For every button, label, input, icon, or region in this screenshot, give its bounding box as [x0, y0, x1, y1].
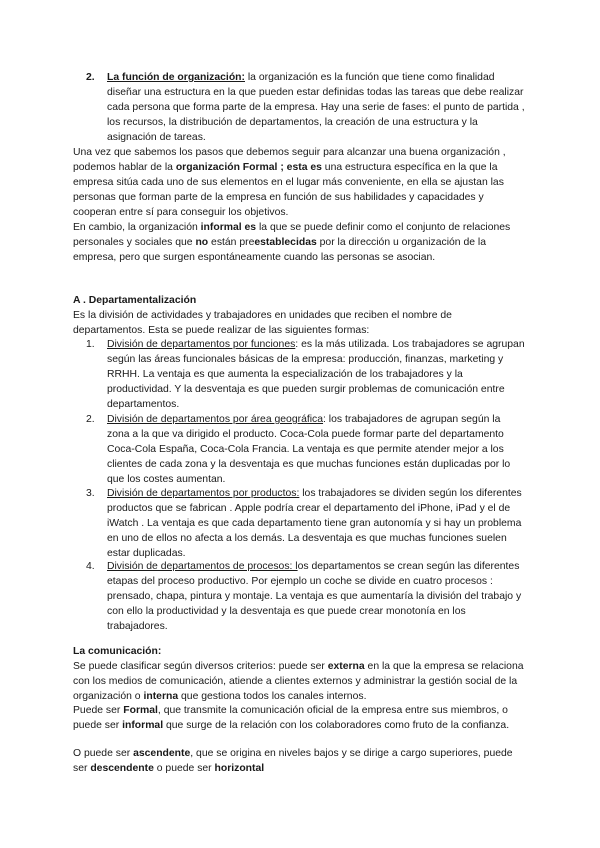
body-text: : es la más utilizada. Los trabajadores se agrupan según las áreas funcionales básicas de la empresa: producción, finanzas, marketing y RRHH. La ventaja es que aumenta la especialización de los trabajadores y la productividad. Y la desventaja es que pueden surgir problemas de comunicación entre departamentos. — [107, 339, 525, 410]
section-heading-communication — [73, 644, 525, 659]
bold-text: informal — [122, 720, 164, 731]
body-text: que gestiona todos los canales internos. — [178, 691, 367, 702]
list-item-dept-processes — [86, 559, 525, 634]
body-text: o puede ser — [153, 763, 215, 774]
body-text: la que se puede definir como el conjunto de relaciones personales y sociales que — [73, 222, 511, 248]
body-text: , que se origina en niveles bajos y se dirige a cargo superiores, puede ser — [73, 748, 513, 774]
list-number: 3. — [86, 488, 95, 499]
bold-text: establecidas — [254, 237, 317, 248]
section-heading-departmentalization — [73, 293, 525, 308]
bold-text: interna — [143, 691, 179, 702]
body-text: Una vez que sabemos los pasos que debemos seguir para alcanzar una buena organización , podemos hablar de la — [73, 147, 506, 173]
paragraph-communication-external-internal — [73, 659, 525, 704]
bold-text: organización Formal ; esta es — [175, 162, 322, 173]
list-item-dept-functions — [86, 337, 525, 412]
body-text: los trabajadores se dividen según los diferentes productos que se fabrican . Apple podría crear el departamento del iPhone, iPad y el de iWatch . La ventaja es que cada departamento tiene gran autonomía y si hay un problema en uno de ellos no afecta a los demás. La desventaja es que muchas funciones suelen estar duplicadas. — [107, 488, 522, 559]
body-text: en la que la empresa se relaciona con los medios de comunicación, atiende a clientes externos y administrar la gestión social de la organización o — [73, 661, 524, 702]
bold-text: horizontal — [214, 763, 265, 774]
bold-text: ascendente — [133, 748, 191, 759]
body-text: una estructura específica en la que la empresa sitúa cada uno de sus elementos en el lugar más conveniente, en ella se ajustan las personas que forman parte de la empresa en función de sus habilidades y capacidades y cooperan entre sí para conseguir los objetivos. — [73, 162, 504, 218]
item-title: División de departamentos de procesos: l — [107, 561, 298, 572]
bold-text: descendente — [90, 763, 154, 774]
body-text: que surge de la relación con los colaboradores como fruto de la confianza. — [163, 720, 510, 731]
body-text: : los trabajadores de agrupan según la zona a la que va dirigido el producto. Coca-Cola puede formar parte del departamento Coca-Cola España, Coca-Cola Francia. La ventaja es que permite atender mejor a los clientes de cada zona y la desventaja es que muchas funciones están duplicadas por lo que los costes aumentan. — [107, 414, 511, 485]
body-text: están pre — [208, 237, 255, 248]
paragraph-communication-direction — [73, 746, 525, 776]
list-number: 4. — [86, 561, 95, 572]
list-number: 2. — [86, 72, 95, 83]
body-text: Se puede clasificar según diversos criterios: puede ser — [73, 661, 328, 672]
list-item-dept-geographic — [86, 412, 525, 487]
body-text: Es la división de actividades y trabajadores en unidades que reciben el nombre de departamentos. Esta se puede realizar de las siguientes formas: — [73, 310, 452, 336]
list-number: 2. — [86, 414, 95, 425]
paragraph-formal-organization — [73, 145, 525, 220]
section-title: La función de organización: — [107, 72, 245, 83]
body-text: O puede ser — [73, 748, 134, 759]
body-text: En cambio, la organización — [73, 222, 201, 233]
body-text: por la dirección u organización de la empresa, pero que surgen espontáneamente cuando las personas se asocian. — [73, 237, 487, 263]
heading-text: A . Departamentalización — [73, 295, 197, 306]
list-number: 1. — [86, 339, 95, 350]
item-title: División de departamentos por productos: — [107, 488, 300, 499]
bold-text: externa — [327, 661, 365, 672]
body-text: Puede ser — [73, 705, 124, 716]
body-text: , que transmite la comunicación oficial de la empresa entre sus miembros, o puede ser — [73, 705, 508, 731]
paragraph-informal-organization — [73, 220, 525, 265]
paragraph-departmentalization-intro — [73, 308, 525, 338]
bold-text: informal es — [200, 222, 257, 233]
list-item-organization-function — [86, 70, 525, 145]
list-item-dept-products — [86, 486, 525, 561]
heading-text: La comunicación: — [73, 646, 162, 657]
bold-text: no — [195, 237, 209, 248]
paragraph-communication-formal-informal — [73, 703, 525, 733]
bold-text: Formal — [123, 705, 158, 716]
item-title: División de departamentos por funciones — [107, 339, 296, 350]
item-title: División de departamentos por área geográfica — [107, 414, 324, 425]
body-text: os departamentos se crean según las diferentes etapas del proceso productivo. Por ejemplo un coche se divide en cuatro procesos : prensado, chapa, pintura y montaje. La ventaja es que aumentaría la división del trabajo y con ello la productividad y la desventaja es que puede crear monotonía en los trabajadores. — [107, 561, 522, 632]
body-text: la organización es la función que tiene como finalidad diseñar una estructura en la que pueden estar definidas todas las tareas que debe realizar cada persona que forma parte de la empresa. Hay una serie de fases: el punto de partida , los recursos, la distribución de departamentos, la creación de una estructura y la asignación de tareas. — [107, 72, 525, 143]
